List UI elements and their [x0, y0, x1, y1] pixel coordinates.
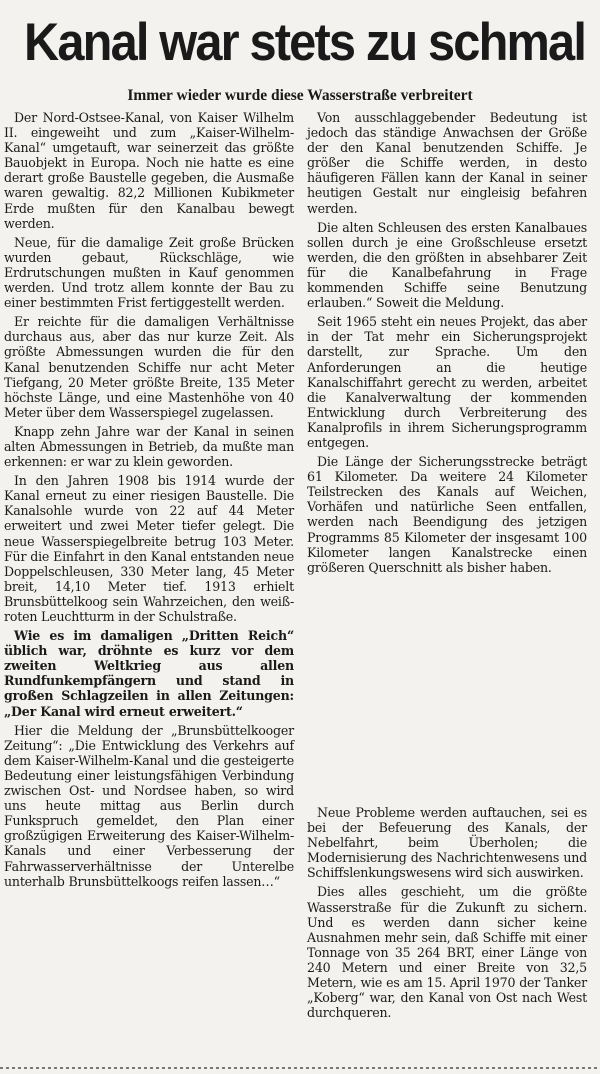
article-column-right-bottom [307, 805, 587, 1024]
article-column-right-top [307, 110, 587, 579]
article-column-left [4, 110, 294, 893]
headline: Kanal war stets zu schmal [24, 13, 586, 72]
article-paragraph: Dies alles geschieht, um die größte Wasserstraße für die Zukunft zu sichern. Und es werden dann sicher keine Ausnahmen mehr sein, daß Schiffe mit einer Tonnage von 35 264 BRT, einer Länge von 240 Metern und einer Breite von 32,5 Metern, wie es am 15. April 1970 der Tanker „Koberg“ war, den Kanal von Ost nach West durchqueren. [307, 884, 587, 1021]
article-paragraph: Er reichte für die damaligen Verhältnisse durchaus aus, aber das nur kurze Zeit. Als größte Abmessungen wurden die für den Kanal benutzenden Schiffe nur acht Meter Tiefgang, 20 Meter größte Breite, 135 Meter höchste Länge, und eine Mastenhöhe von 40 Meter über dem Wasserspiegel zugelassen. [4, 314, 294, 420]
article-paragraph: Hier die Meldung der „Brunsbüttelkooger Zeitung“: „Die Entwicklung des Verkehrs auf dem Kaiser-Wilhelm-Kanal und die gesteigerte Bedeutung einer leistungsfähigen Verbindung zwischen Ost- und Nordsee haben, so wird uns heute mittag aus Berlin durch Funkspruch gemeldet, den Plan einer großzügigen Erweiterung des Kaiser-Wilhelm-Kanals und einer Verbesserung der Fahrwasserverhältnisse der Unterelbe unterhalb Brunsbüttelkoogs reifen lassen…“ [4, 722, 294, 889]
article-paragraph: In den Jahren 1908 bis 1914 wurde der Kanal erneut zu einer riesigen Baustelle. Die Kanalsohle wurde von 22 auf 44 Meter erweitert und zwei Meter tiefer gelegt. Die neue Wasserspiegelbreite betrug 103 Meter. Für die Einfahrt in den Kanal entstanden neue Doppelschleusen, 330 Meter lang, 45 Meter breit, 14,10 Meter tief. 1913 erhielt Brunsbüttelkoog sein Wahrzeichen, den weiß-roten Leuchtturm in der Schulstraße. [4, 473, 294, 624]
article-paragraph: Neue, für die damalige Zeit große Brücken wurden gebaut, Rückschläge, wie Erdrutschungen mußten in Kauf genommen werden. Und trotz allem konnte der Bau zu einer bestimmten Frist fertiggestellt werden. [4, 234, 294, 311]
bottom-rule [0, 1067, 600, 1069]
article-paragraph: Die alten Schleusen des ersten Kanalbaues sollen durch je eine Großschleuse ersetzt werden, die den größten in absehbarer Zeit für die Kanalbefahrung in Frage kommenden Schiffe seine Benutzung erlauben.“ Soweit die Meldung. [307, 219, 587, 311]
article-paragraph: Seit 1965 steht ein neues Projekt, das aber in der Tat mehr ein Sicherungsprojekt darstellt, zur Sprache. Um den Anforderungen an die heutige Kanalschiffahrt gerecht zu werden, arbeitet die Kanalverwaltung der kommenden Entwicklung durch Verbreiterung des Kanalprofils in ihrem Sicherungsprogramm entgegen. [307, 314, 587, 450]
article-paragraph: Neue Probleme werden auftauchen, sei es bei der Befeuerung des Kanals, der Nebelfahrt, beim Überholen; die Modernisierung des Nachrichtenwesens und Schiffslenkungswesens wird sich auswirken. [307, 805, 587, 881]
article-paragraph: Knapp zehn Jahre war der Kanal in seinen alten Abmessungen in Betrieb, da mußte man erkennen: er war zu klein geworden. [4, 423, 294, 470]
article-paragraph: Die Länge der Sicherungsstrecke beträgt 61 Kilometer. Da weitere 24 Kilometer Teilstrecken des Kanals auf Weichen, Vorhäfen und natürliche Seen entfallen, werden nach Beendigung des jetzigen Programms 85 Kilometer der insgesamt 100 Kilometer langen Kanalstrecke einen größeren Querschnitt als bisher haben. [307, 454, 587, 575]
article-paragraph: Von ausschlaggebender Bedeutung ist jedoch das ständige Anwachsen der Größe der den Kanal benutzenden Schiffe. Je größer die Schiffe werden, in desto häufigeren Fällen kann der Kanal in seiner heutigen Gestalt nur eingleisig befahren werden. [307, 110, 587, 216]
article-paragraph: Wie es im damaligen „Dritten Reich“ üblich war, dröhnte es kurz vor dem zweiten Weltkrieg aus allen Rundfunkempfängern und stand in großen Schlagzeilen in allen Zeitungen: „Der Kanal wird erneut erweitert.“ [4, 628, 294, 719]
article-paragraph: Der Nord-Ostsee-Kanal, von Kaiser Wilhelm II. eingeweiht und zum „Kaiser-Wilhelm-Kanal“ umgetauft, war seinerzeit das größte Bauobjekt in Europa. Noch nie hatte es eine derart große Baustelle gegeben, die Ausmaße waren gewaltig. 82,2 Millionen Kubikmeter Erde mußten für den Kanalbau bewegt werden. [4, 110, 294, 231]
subheadline: Immer wieder wurde diese Wasserstraße verbreitert [127, 87, 473, 104]
